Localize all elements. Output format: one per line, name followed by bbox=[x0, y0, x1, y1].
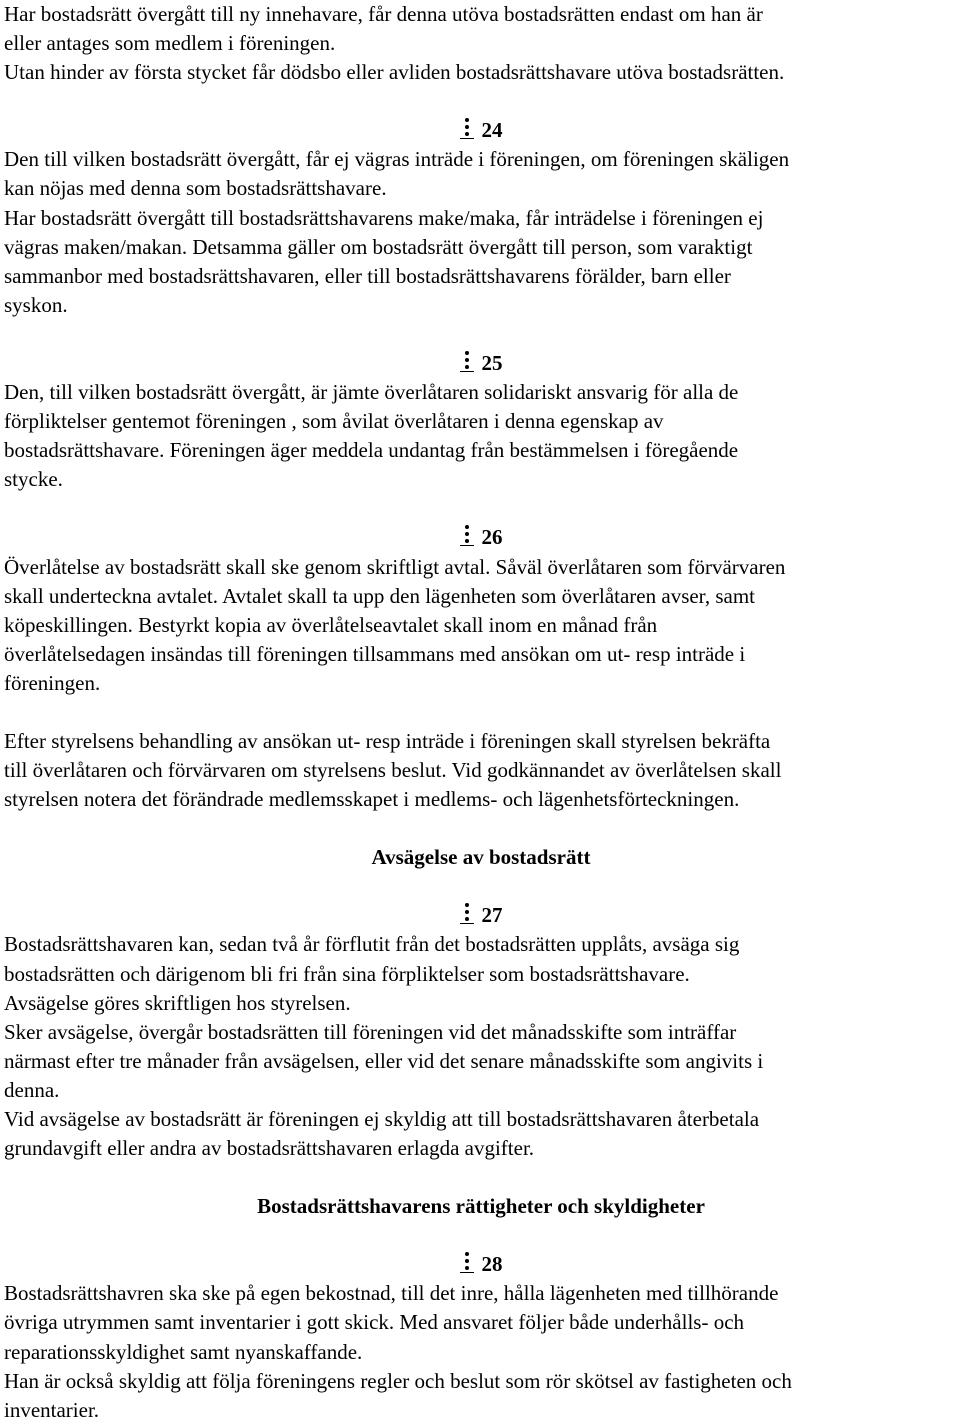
intro-paragraph bbox=[4, 0, 958, 87]
text-line: Den, till vilken bostadsrätt övergått, är jämte överlåtaren solidariskt ansvarig för alla de bbox=[4, 380, 739, 405]
text-line: reparationsskyldighet samt nyanskaffande. bbox=[4, 1339, 363, 1364]
text-line: köpeskillingen. Bestyrkt kopia av överlåtelseavtalet skall inom en månad från bbox=[4, 612, 658, 637]
heading-rattigheter: Bostadsrättshavarens rättigheter och skyldigheter bbox=[257, 1194, 705, 1219]
section-28 bbox=[4, 1250, 958, 1425]
heading-avsagelse: Avsägelse av bostadsrätt bbox=[371, 845, 591, 870]
text-line: förpliktelser gentemot föreningen , som åvilat överlåtaren i denna egenskap av bbox=[4, 409, 664, 434]
section-27-text bbox=[4, 930, 958, 1163]
text-line: sammanbor med bostadsrättshavaren, eller till bostadsrättshavarens förälder, barn eller bbox=[4, 263, 731, 288]
section-28-text bbox=[4, 1279, 958, 1424]
paragraph-sign-icon bbox=[460, 523, 474, 546]
text-line: Har bostadsrätt övergått till bostadsrättshavarens make/maka, får inträdelse i föreningen ej bbox=[4, 205, 764, 230]
text-line: styrelsen notera det förändrade medlemsskapet i medlems- och lägenhetsförteckningen. bbox=[4, 787, 740, 812]
text-line: Avsägelse göres skriftligen hos styrelsen. bbox=[4, 990, 351, 1015]
text-line: denna. bbox=[4, 1077, 60, 1102]
text-line: Han är också skyldig att följa föreningens regler och beslut som rör skötsel av fastigheten och bbox=[4, 1368, 792, 1393]
text-line: stycke. bbox=[4, 467, 63, 492]
text-line: Den till vilken bostadsrätt övergått, får ej vägras inträde i föreningen, om föreningen skäligen bbox=[4, 147, 790, 172]
text-line: Vid avsägelse av bostadsrätt är föreningen ej skyldig att till bostadsrättshavaren återbetala bbox=[4, 1107, 760, 1131]
text-line: syskon. bbox=[4, 292, 68, 317]
section-number-25: 25 bbox=[4, 349, 958, 378]
text-line: Överlåtelse av bostadsrätt skall ske genom skriftligt avtal. Såväl överlåtaren som förvärvaren bbox=[4, 554, 786, 579]
section-number-24: 24 bbox=[4, 116, 958, 145]
text-line: kan nöjas med denna som bostadsrättshavare. bbox=[4, 176, 387, 201]
text-line: eller antages som medlem i föreningen. bbox=[4, 31, 336, 56]
text-line: Sker avsägelse, övergår bostadsrätten till föreningen vid det månadsskifte som inträffar bbox=[4, 1019, 737, 1044]
section-26-text bbox=[4, 553, 958, 698]
section-26-text-2 bbox=[4, 727, 958, 814]
text-line: föreningen. bbox=[4, 670, 101, 695]
paragraph-sign-icon bbox=[460, 901, 474, 924]
text-line: grundavgift eller andra av bostadsrättshavaren erlagda avgifter. bbox=[4, 1136, 535, 1161]
text-line: Bostadsrättshavaren kan, sedan två år förflutit från det bostadsrätten upplåts, avsäga sig bbox=[4, 932, 740, 957]
section-25-text bbox=[4, 378, 958, 494]
section-24 bbox=[4, 116, 958, 320]
section-27 bbox=[4, 901, 958, 1163]
text-line: inventarier. bbox=[4, 1397, 100, 1422]
document-page bbox=[4, 0, 958, 1425]
section-number-27: 27 bbox=[4, 901, 958, 930]
text-line: Har bostadsrätt övergått till ny innehavare, får denna utöva bostadsrätten endast om han är bbox=[4, 2, 763, 26]
text-line: bostadsrätten och därigenom bli fri från sina förpliktelser som bostadsrättshavare. bbox=[4, 961, 690, 986]
text-line: närmast efter tre månader från avsägelsen, eller vid det senare månadsskifte som angivits i bbox=[4, 1048, 764, 1073]
section-number-26: 26 bbox=[4, 523, 958, 552]
section-number-28: 28 bbox=[4, 1250, 958, 1279]
section-24-text bbox=[4, 145, 958, 320]
text-line: Efter styrelsens behandling av ansökan ut- resp inträde i föreningen skall styrelsen bekräfta bbox=[4, 728, 771, 753]
text-line: Utan hinder av första stycket får dödsbo eller avliden bostadsrättshavare utöva bostadsrätten. bbox=[4, 60, 785, 85]
text-line: till överlåtaren och förvärvaren om styrelsens beslut. Vid godkännandet av överlåtelsen skall bbox=[4, 758, 782, 783]
paragraph-sign-icon bbox=[460, 349, 474, 372]
text-line: överlåtelsedagen insändas till föreningen tillsammans med ansökan om ut- resp inträde i bbox=[4, 641, 746, 666]
paragraph-sign-icon bbox=[460, 116, 474, 139]
section-26 bbox=[4, 523, 958, 814]
paragraph-sign-icon bbox=[460, 1250, 474, 1273]
text-line: skall underteckna avtalet. Avtalet skall ta upp den lägenheten som överlåtaren avser, samt bbox=[4, 583, 755, 608]
text-line: övriga utrymmen samt inventarier i gott skick. Med ansvaret följer både underhålls- och bbox=[4, 1310, 745, 1335]
text-line: vägras maken/makan. Detsamma gäller om bostadsrätt övergått till person, som varaktigt bbox=[4, 234, 753, 259]
text-line: bostadsrättshavare. Föreningen äger meddela undantag från bestämmelsen i föregående bbox=[4, 438, 739, 463]
section-25 bbox=[4, 349, 958, 494]
text-line: Bostadsrättshavren ska ske på egen bekostnad, till det inre, hålla lägenheten med tillhörande bbox=[4, 1281, 779, 1306]
